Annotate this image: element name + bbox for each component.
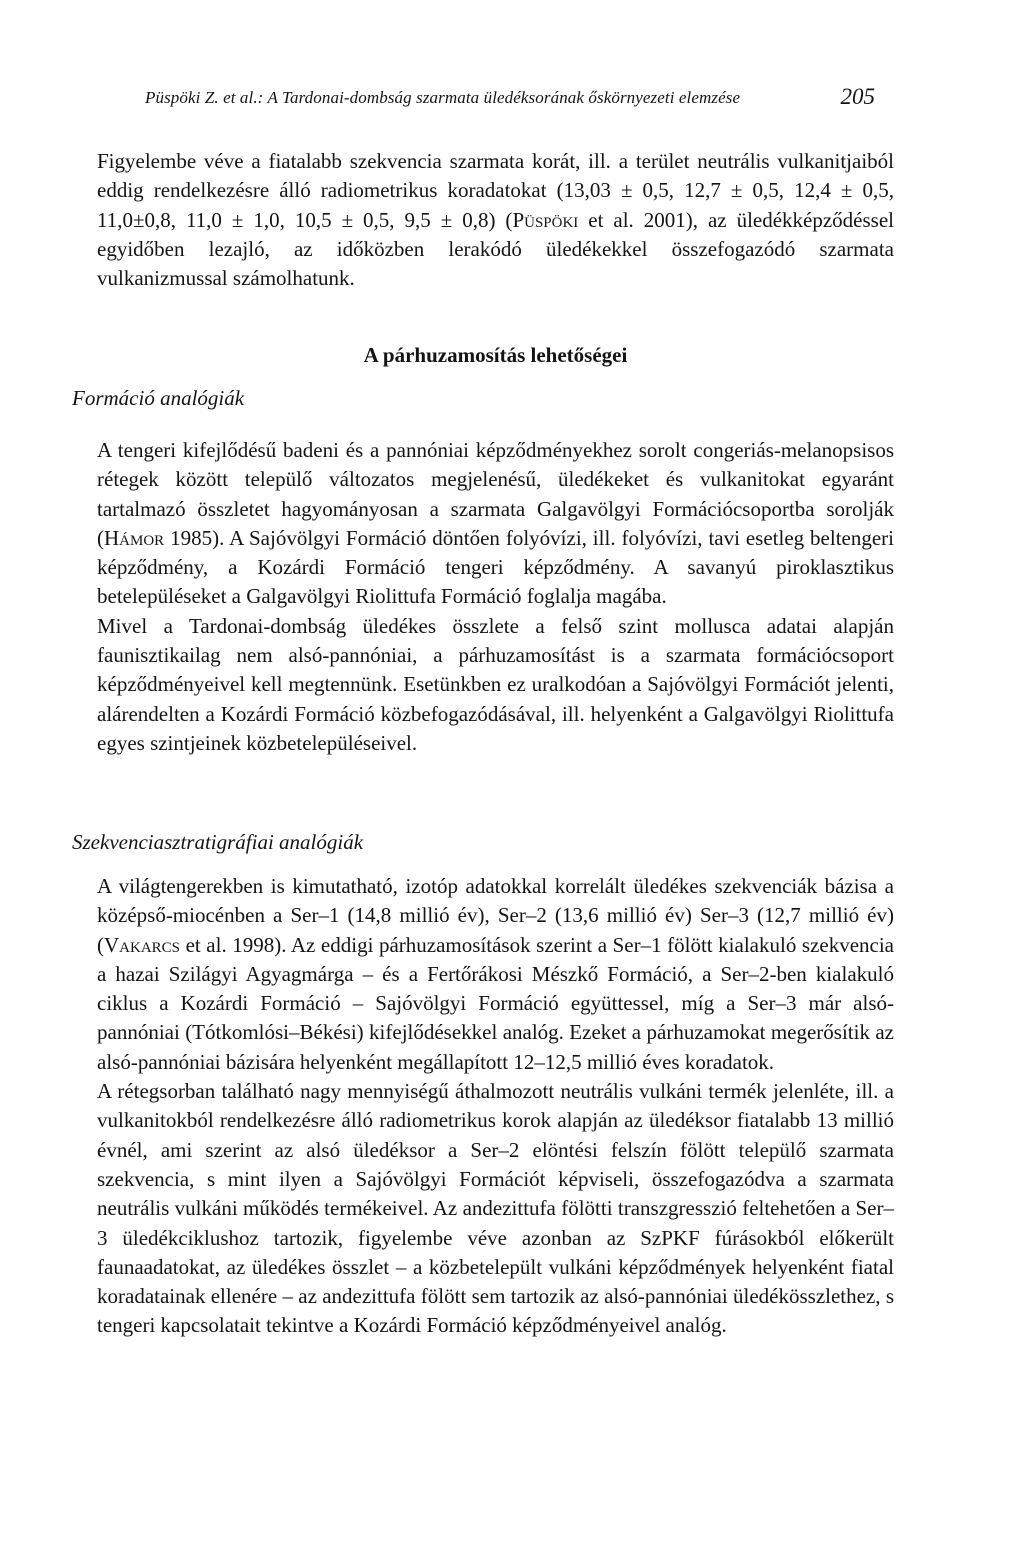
intro-section — [97, 147, 894, 293]
sequence-paragraph-2: A rétegsorban található nagy mennyiségű áthalmozott neutrális vulkáni termék jelenléte, ill. a vulkanitokból rendelkezésre álló radiometrikus korok alapján az üledéksor fiatalabb 13 millió évnél, ami szerint az alsó üledéksor a Ser–2 elöntési felszín fölött települő szarmata szekvencia, s mint ilyen a Sajóvölgyi Formációt képviseli, összefogazódva a szarmata neutrális vulkáni működés termékeivel. Az andezittufa fölötti transzgresszió feltehetően a Ser–3 üledékciklushoz tartozik, figyelembe véve azonban az SzPKF fúrásokból előkerült faunaadatokat, az üledékes összlet – a közbetelepült vulkáni képződmények helyenként fiatal koradatainak ellenére – az andezittufa fölött sem tartozik az alsó-pannóniai üledékösszlethez, s tengeri kapcsolatait tekintve a Kozárdi Formáció képződményeivel analóg. — [97, 1079, 894, 1338]
intro-text-a: Figyelembe véve a fiatalabb szekvencia szarmata korát, ill. a terület neutrális vulkanitjaiból eddig rendelkezésre álló radiometrikus koradatokat (13,03 ± 0,5, 12,7 ± 0,5, 12,4 ± 0,5, 11,0±0,8, 11,0 ± 1,0, 10,5 ± 0,5, 9,5 ± 0,8) ( — [97, 149, 894, 232]
sequence-text-b: et al. 1998). Az eddigi párhuzamosítások szerint a Ser–1 fölött kialakuló szekvencia a hazai Szilágyi Agyagmárga – és a Fertőrákosi Mészkő Formáció, a Ser–2-ben kialakuló ciklus a Kozárdi Formáció – Sajóvölgyi Formáció együttessel, míg a Ser–3 már alsó-pannóniai (Tótkomlósi–Békési) kifejlődésekkel analóg. Ezeket a párhuzamokat megerősítik az alsó-pannóniai bázisára helyenként megállapított 12–12,5 millió éves koradatok. — [97, 932, 894, 1074]
formation-section — [97, 436, 894, 758]
formation-citation-author: Hámor — [104, 525, 165, 550]
page-number: 205 — [840, 84, 875, 109]
formation-paragraph-2: Mivel a Tardonai-dombság üledékes összlete a felső szint mollusca adatai alapján faunisztikailag nem alsó-pannóniai, a párhuzamosítást is a szarmata formációcsoport képződményeivel kell megtennünk. Esetünkben ez uralkodóan a Sajóvölgyi Formációt jelenti, alárendelten a Kozárdi Formáció közbefogazódásával, ill. helyenként a Galgavölgyi Riolittufa egyes szintjeinek közbetelepüléseivel. — [97, 613, 894, 755]
running-head — [145, 84, 885, 114]
sequence-text-a: A világtengerekben is kimutatható, izotóp adatokkal korrelált üledékes szekvenciák bázisa a középső-miocénben a Ser–1 (14,8 millió év), Ser–2 (13,6 millió év) Ser–3 (12,7 millió év) ( — [97, 874, 894, 957]
intro-text-b: et al. 2001), az üledékképződéssel egyidőben lezajló, az időközben lerakódó üledékekkel összefogazódó szarmata vulkanizmussal számolhatunk. — [97, 207, 895, 291]
formation-paragraph-1 — [97, 436, 894, 612]
intro-paragraph — [97, 147, 894, 293]
intro-citation-author: Püspöki — [512, 207, 579, 232]
formation-text-b: 1985). A Sajóvölgyi Formáció döntően folyóvízi, ill. folyóvízi, tavi esetleg beltengeri képződmény, a Kozárdi Formáció tengeri képződmény. A savanyú piroklasztikus betelepüléseket a Galgavölgyi Riolittufa Formáció foglalja magába. — [97, 525, 894, 609]
formation-text-a: A tengeri kifejlődésű badeni és a pannóniai képződményekhez sorolt congeriás-melanopsisos rétegek között települő változatos megjelenésű, üledékeket és vulkanitokat egyaránt tartalmazó összletet hagyományosan a szarmata Galgavölgyi Formációcsoportba sorolják ( — [97, 438, 894, 550]
sequence-paragraph-1 — [97, 872, 894, 1077]
sequence-section — [97, 872, 894, 1341]
section-title: A párhuzamosítás lehetőségei — [363, 343, 628, 367]
sequence-citation-author: Vakarcs — [104, 932, 181, 957]
sequence-heading: Szekvenciasztratigráfiai analógiák — [72, 830, 364, 854]
formation-heading: Formáció analógiák — [72, 386, 245, 410]
running-title: Püspöki Z. et al.: A Tardonai-dombság szarmata üledéksorának őskörnyezeti elemzése — [145, 88, 741, 107]
